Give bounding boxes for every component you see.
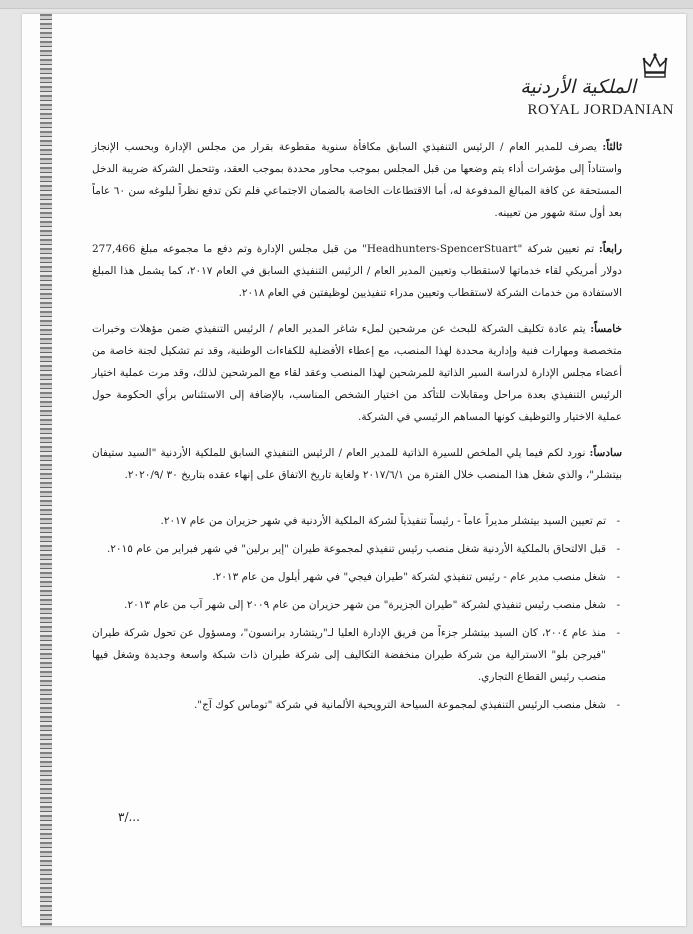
paragraph-text: نورد لكم فيما يلي الملخص للسيرة الذاتية للمدير العام / الرئيس التنفيذي السابق للملكية الأردنية "السيد ستيفان بيتشلر"، والذي شغل هذا المنصب خلال الفترة من ٢٠١٧/٦/١ ولغاية تاريخ الاتفاق على إنهاء عقده بتاريخ ٣٠ /٢٠٢٠/٩. [92,447,622,481]
cv-bullet-list [92,510,622,716]
paragraph-heading: سادساً: [589,447,622,459]
paragraph-fifth [92,318,622,428]
list-item: - شغل منصب مدير عام - رئيس تنفيذي لشركة "طيران فيجي" في شهر أيلول من عام ٢٠١٣. [92,566,622,588]
paragraph-text: يصرف للمدير العام / الرئيس التنفيذي السابق مكافأة سنوية مقطوعة بقرار من مجلس الإدارة وبحسب الإنجاز واستناداً إلى مؤشرات أداء يتم وضعها من قبل المجلس بموجب محاور محددة بموجب العقد، وتتحمل الشركة ضريبة الدخل المستحقة عن كافة المبالغ المدفوعة له، أما الاقتطاعات الخاصة بالضمان الاجتماعي فلم تكن تدفع نظراً لبلوغه سن ٦٠ عاماً بعد أول ستة شهور من تعيينه. [92,141,622,219]
letter-body [92,136,622,722]
paragraph-fourth [92,238,622,304]
page-number: ٣/... [118,810,140,824]
paragraph-heading: رابعاً: [598,243,622,255]
document-page [22,14,686,926]
crown-icon [642,52,668,80]
list-item: - شغل منصب رئيس تنفيذي لشركة "طيران الجزيرة" من شهر حزيران من عام ٢٠٠٩ إلى شهر آب من عام ٢٠١٣. [92,594,622,616]
paragraph-third [92,136,622,224]
letterhead-english-name: ROYAL JORDANIAN [527,102,674,118]
paragraph-sixth [92,442,622,486]
list-item: - تم تعيين السيد بيتشلر مديراً عاماً - رئيساً تنفيذياً لشركة الملكية الأردنية في شهر حزيران من عام ٢٠١٧. [92,510,622,532]
scan-binding-edge [40,14,52,926]
list-item: - قبل الالتحاق بالملكية الأردنية شغل منصب رئيس تنفيذي لمجموعة طيران "إير برلين" في شهر فبراير من عام ٢٠١٥. [92,538,622,560]
letterhead-logo [504,52,674,122]
paragraph-heading: خامساً: [590,323,622,335]
paragraph-heading: ثالثاً: [602,141,622,153]
paragraph-text: تم تعيين شركة "Headhunters-SpencerStuart" من قبل مجلس الإدارة وتم دفع ما مجموعه مبلغ 277,466 دولار أمريكي لقاء خدماتها لاستقطاب وتعيين المدير العام / الرئيس التنفيذي السابق في العام ٢٠١٧، كما يشمل هذا المبلغ الاستفادة من خدمات الشركة لاستقطاب وتعيين مدراء تنفيذيين لوظيفتين في العام ٢٠١٨. [92,243,622,299]
letterhead-arabic-name: الملكية الأردنية [520,76,636,98]
viewer-top-bar [0,0,693,9]
list-item: - شغل منصب الرئيس التنفيذي لمجموعة السياحة الترويحية الألمانية في شركة "توماس كوك آج". [92,694,622,716]
list-item: - منذ عام ٢٠٠٤، كان السيد بيتشلر جزءاً من فريق الإدارة العليا لـ"ريتشارد برانسون"، ومسؤول عن تحول شركة طيران "فيرجن بلو" الاسترالية من شركة طيران منخفضة التكاليف إلى شركة طيران ذات شبكة واسعة وجديدة وشغل فيها منصب رئيس القطاع التجاري. [92,622,622,688]
paragraph-text: يتم عادة تكليف الشركة للبحث عن مرشحين لملء شاغر المدير العام / الرئيس التنفيذي ضمن مؤهلات وخبرات متخصصة ومهارات فنية وإدارية محددة لهذا المنصب، مع إعطاء الأفضلية للكفاءات الوطنية، وقد تم تشكيل لجنة خاصة من أعضاء مجلس الإدارة لدراسة السير الذاتية للمرشحين لهذا المنصب وعقد لقاء مع المرشحين لذلك، وقد مرت عملية اختيار الرئيس التنفيذي بعدة مراحل ومقابلات للتأكد من اختيار الشخص المناسب، بالإضافة إلى الاستئناس برأي الحكومة حول عملية الاختيار والتوظيف كونها المساهم الرئيسي في الشركة. [92,323,622,423]
